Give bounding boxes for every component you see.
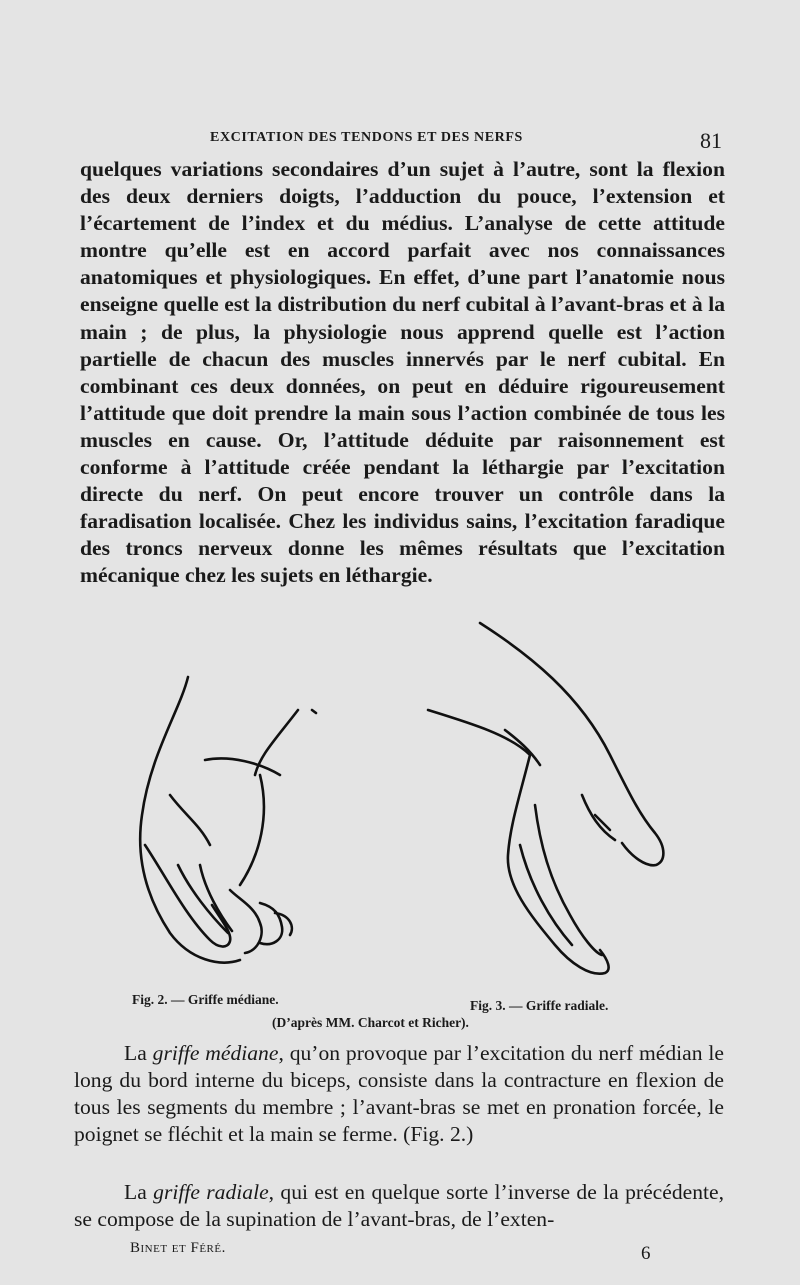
para3-lead: La <box>124 1180 154 1204</box>
page-number: 81 <box>700 128 722 153</box>
para2-rest: , qu’on provoque par l’excitation du nerf médian le long du bord interne du biceps, consiste dans la contracture en flexion de tous les segments du membre ; l’avant-bras se met en pronation forcée, le poignet se fléchit et la main se ferme. (Fig. 2.) <box>74 1041 724 1147</box>
para3-rest: , qui est en quelque sorte l’inverse de la précédente, se compose de la supination de l’avant-bras, de l’exten- <box>74 1180 724 1232</box>
paragraph-griffe-radiale <box>74 1179 724 1233</box>
term-griffe-radiale: griffe radiale <box>153 1180 269 1204</box>
figure-hands <box>110 615 700 995</box>
fig3-caption: Fig. 3. — Griffe radiale. <box>470 998 609 1013</box>
hands-illustration <box>110 615 700 995</box>
paragraph-griffe-mediane <box>74 1040 724 1148</box>
para2-lead: La <box>124 1041 153 1065</box>
term-griffe-mediane: griffe médiane <box>152 1041 279 1065</box>
paragraph-cubital: quelques variations secondaires d’un sujet à l’autre, sont la flexion des deux derniers doigts, l’adduction du pouce, l’extension et l’écartement de l’index et du médius. L’analyse de cette attitude montre qu’elle est en accord parfait avec nos connaissances anatomiques et physiologiques. En effet, d’une part l’anatomie nous enseigne quelle est la distribution du nerf cubital à l’avant-bras et à la main ; de plus, la physiologie nous apprend quelle est l’action partielle de chacun des muscles innervés par le nerf cubital. En combinant ces deux données, on peut en déduire rigoureusement l’attitude que doit prendre la main sous l’action combinée de tous les muscles en cause. Or, l’attitude déduite par raisonnement est conforme à l’attitude créée pendant la léthargie par l’excitation directe du nerf. On peut encore trouver un contrôle dans la faradisation localisée. Chez les individus sains, l’excitation faradique des troncs nerveux donne les mêmes résultats que l’excitation mécanique chez les sujets en léthargie. <box>80 157 725 588</box>
figure-source-caption: (D’après MM. Charcot et Richer). <box>272 1015 469 1030</box>
signature-mark: 6 <box>641 1243 651 1264</box>
radial-forearm-top <box>480 623 663 865</box>
footer-authors: Binet et Féré. <box>130 1240 226 1256</box>
running-title: EXCITATION DES TENDONS ET DES NERFS <box>210 130 523 145</box>
fig2-caption: Fig. 2. — Griffe médiane. <box>132 992 279 1007</box>
radial-forearm-bottom <box>428 710 530 755</box>
